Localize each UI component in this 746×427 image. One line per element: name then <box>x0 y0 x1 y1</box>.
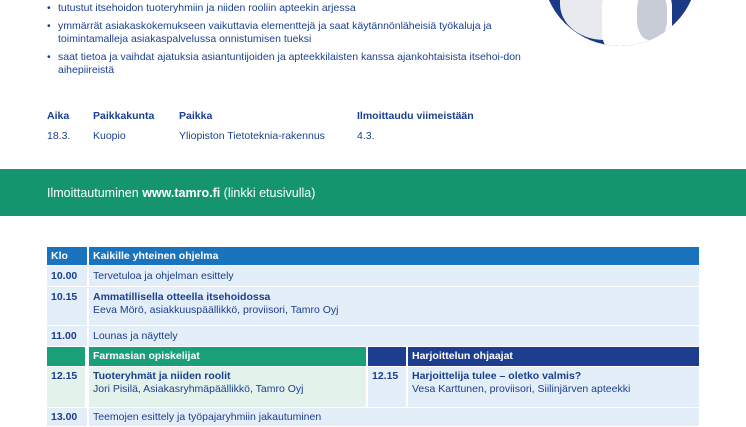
col-time-header: Klo <box>51 250 68 262</box>
row-time: 10.00 <box>51 270 78 282</box>
row-time: 13.00 <box>51 411 78 423</box>
registration-banner <box>0 169 746 216</box>
row-time: 12.15 <box>47 367 85 407</box>
track-time-spacer <box>368 347 406 366</box>
row-title: Ammatillisella otteella itsehoidossa <box>93 291 271 303</box>
row-title: Tuoteryhmät ja niiden roolit <box>93 370 231 382</box>
benefit-list <box>47 0 547 82</box>
info-header-city: Paikkakunta <box>93 110 155 122</box>
track-students-header: Farmasian opiskelijat <box>87 347 366 366</box>
info-header-time: Aika <box>47 110 70 122</box>
benefit-item: • ymmärrät asiakaskokemukseen vaikuttavia elementtejä ja saat käytännönläheisiä työkaluja ja toimintamalleja asiakaspalvelussa onnistumisen tueksi <box>47 20 547 46</box>
info-value-deadline: 4.3. <box>357 130 375 142</box>
speaker-photo <box>542 0 698 46</box>
track-supervisors-header: Harjoittelun ohjaajat <box>406 347 699 366</box>
row-content <box>87 288 699 326</box>
row-speaker: Jori Pisilä, Asiakasryhmäpäällikkö, Tamro Oyj <box>93 383 304 395</box>
registration-suffix: (linkki etusivulla) <box>220 186 316 200</box>
registration-text <box>47 186 315 200</box>
table-row <box>47 326 699 346</box>
row-content <box>87 367 366 407</box>
row-time: 10.15 <box>51 291 78 303</box>
table-row <box>47 408 699 426</box>
row-speaker: Eeva Mörö, asiakkuuspäällikkö, proviisori, Tamro Oyj <box>93 304 339 316</box>
row-speaker: Vesa Karttunen, proviisori, Siilinjärven apteekki <box>412 383 631 395</box>
row-title: Tervetuloa ja ohjelman esittely <box>87 267 699 287</box>
info-value-venue: Yliopiston Tietoteknia-rakennus <box>179 130 325 142</box>
info-value-time: 18.3. <box>47 130 71 142</box>
program-header-row <box>47 247 699 265</box>
table-row <box>47 287 699 325</box>
col-common-header: Kaikille yhteinen ohjelma <box>87 247 699 266</box>
row-title: Teemojen esittely ja työpajaryhmiin jakautuminen <box>87 408 699 426</box>
row-time: 11.00 <box>51 330 77 342</box>
info-header-venue: Paikka <box>179 110 213 122</box>
info-header-deadline: Ilmoittaudu viimeistään <box>357 110 474 122</box>
registration-link[interactable]: www.tamro.fi <box>142 186 221 200</box>
info-value-city: Kuopio <box>93 130 126 142</box>
row-content <box>406 367 699 407</box>
benefit-item: • tutustut itsehoidon tuoteryhmiin ja niiden rooliin apteekin arjessa <box>47 2 547 15</box>
table-row <box>47 266 699 286</box>
track-header-row <box>47 347 699 366</box>
registration-prefix: Ilmoittautuminen <box>47 186 143 200</box>
row-title: Lounas ja näyttely <box>87 327 699 347</box>
table-row <box>47 367 699 407</box>
row-time: 12.15 <box>368 367 406 407</box>
row-title: Harjoittelija tulee – oletko valmis? <box>412 370 582 382</box>
track-time-spacer <box>47 347 85 366</box>
benefit-item: • saat tietoa ja vaihdat ajatuksia asiantuntijoiden ja apteekkilaisten kanssa ajankohtaisista itsehoi-don aihepiireistä <box>47 51 547 77</box>
